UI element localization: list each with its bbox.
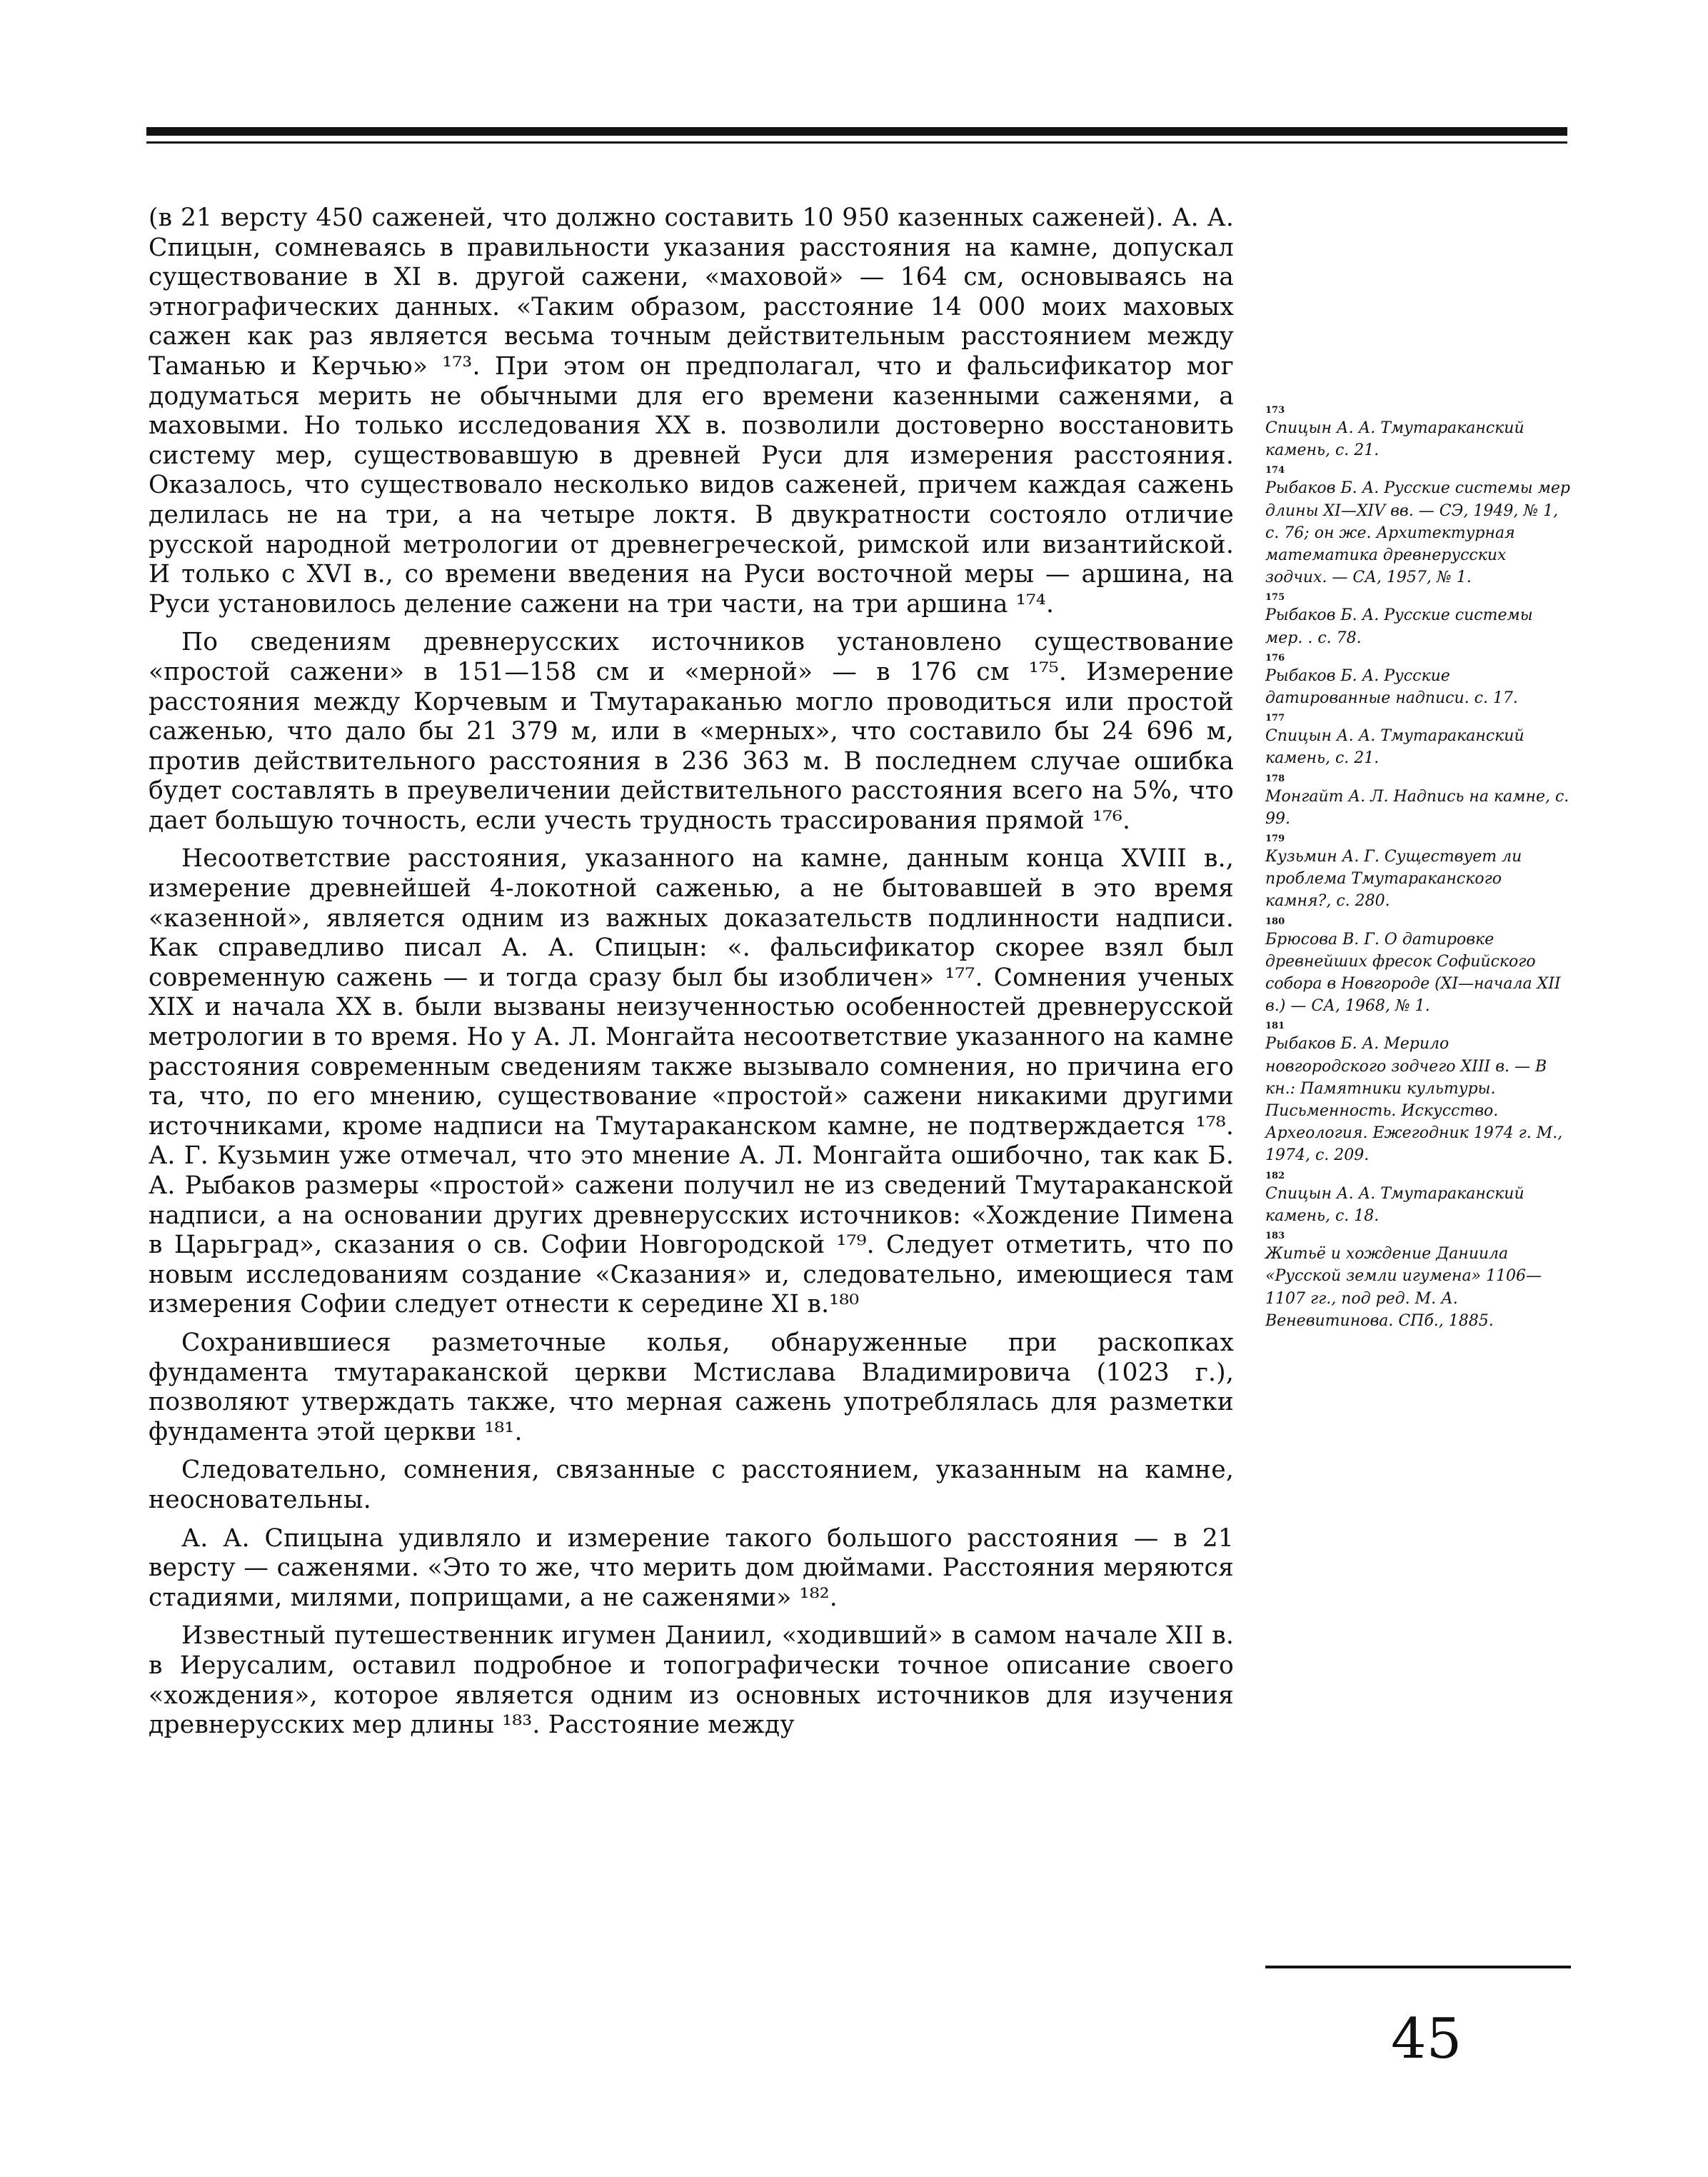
note-number: 179 [1265,834,1285,845]
note-181 [1265,1020,1572,1166]
top-rule-secondary [146,141,1567,144]
paragraph-1: (в 21 версту 450 саженей, что должно составить 10 950 казенных саженей). А. А. Спицын, сомневаясь в правильности указания расстояния на камне, допускал существование в XI в. другой сажени, «маховой» — 164 см, основываясь на этнографических данных. «Таким образом, расстояние 14 000 моих маховых сажен как раз является весьма точным действительным расстоянием между Таманью и Керчью» ¹⁷³. При этом он предполагал, что и фальсификатор мог додуматься мерить не обычными для его времени казенными саженями, а маховыми. Но только исследования XX в. позволили достоверно восстановить систему мер, существовавшую в древней Руси для измерения расстояния. Оказалось, что существовало несколько видов саженей, причем каждая сажень делилась не на три, а на четыре локтя. В двукратности состояло отличие русской народной метрологии от древнегреческой, римской или византийской. И только с XVI в., со времени введения на Руси восточной меры — аршина, на Руси установилось деление сажени на три части, на три аршина ¹⁷⁴. [149,204,1234,619]
note-text: Спицын А. А. Тмутараканский камень, с. 21. [1265,727,1524,768]
note-183 [1265,1230,1572,1332]
paragraph-7: Известный путешественник игумен Даниил, «ходивший» в самом начале XII в. в Иерусалим, оставил подробное и топографически точное описание своего «хождения», которое является одним из основных источников для изучения древнерусских мер длины ¹⁸³. Расстояние между [149,1621,1234,1740]
note-number: 181 [1265,1021,1285,1032]
note-180 [1265,916,1572,1018]
note-text: Рыбаков Б. А. Русские датированные надписи. с. 17. [1265,666,1518,708]
note-173 [1265,404,1572,461]
note-text: Брюсова В. Г. О датировке древнейших фресок Софийского собора в Новгороде (XI—начала XII в.) — СА, 1968, № 1. [1265,930,1561,1016]
paragraph-2: По сведениям древнерусских источников установлено существование «простой сажени» в 151—158 см и «мерной» — в 176 см ¹⁷⁵. Измерение расстояния между Корчевым и Тмутараканью могло проводиться или простой саженью, что дало бы 21 379 м, или в «мерных», что составило бы 24 696 м, против действительного расстояния в 236 363 м. В последнем случае ошибка будет составлять в преувеличении действительного расстояния всего на 5%, что дает большую точность, если учесть трудность трассирования прямой ¹⁷⁶. [149,628,1234,835]
note-text: Монгайт А. Л. Надпись на камне, с. 99. [1265,787,1569,828]
note-number: 174 [1265,465,1285,476]
note-175 [1265,591,1572,649]
note-179 [1265,833,1572,913]
note-177 [1265,712,1572,769]
paragraph-4: Сохранившиеся разметочные колья, обнаруженные при раскопках фундамента тмутараканской церкви Мстислава Владимировича (1023 г.), позволяют утверждать также, что мерная сажень употреблялась для разметки фундамента этой церкви ¹⁸¹. [149,1328,1234,1446]
note-text: Рыбаков Б. А. Мерило новгородского зодчего XIII в. — В кн.: Памятники культуры. Письменность. Искусство. Археология. Ежегодник 1974 г. М., 1974, с. 209. [1265,1035,1563,1165]
note-number: 175 [1265,592,1285,604]
note-176 [1265,652,1572,709]
paragraph-5: Следовательно, сомнения, связанные с расстоянием, указанным на камне, неосновательны. [149,1456,1234,1514]
note-text: Рыбаков Б. А. Русские системы мер длины XI—XIV вв. — СЭ, 1949, № 1, с. 76; он же. Архитектурная математика древнерусских зодчих. — СА, 1957, № 1. [1265,479,1570,587]
top-rule [146,127,1567,136]
paragraph-3: Несоответствие расстояния, указанного на камне, данным конца XVIII в., измерение древнейшей 4-локотной саженью, а не бытовавшей в это время «казенной», является одним из важных доказательств подлинности надписи. Как справедливо писал А. А. Спицын: «. фальсификатор скорее взял был современную сажень — и тогда сразу был бы изобличен» ¹⁷⁷. Сомнения ученых XIX и начала XX в. были вызваны неизученностью особенностей древнерусской метрологии в то время. Но у А. Л. Монгайта несоответствие указанного на камне расстояния современным сведениям также вызывало сомнения, но причина его та, что, по его мнению, существование «простой» сажени никакими другими источниками, кроме надписи на Тмутараканском камне, не подтверждается ¹⁷⁸. А. Г. Кузьмин уже отмечал, что это мнение А. Л. Монгайта ошибочно, так как Б. А. Рыбаков размеры «простой» сажени получил не из сведений Тмутараканской надписи, а на основании других древнерусских источников: «Хождение Пимена в Царьград», сказания о св. Софии Новгородской ¹⁷⁹. Следует отметить, что по новым исследованиям создание «Сказания» и, следовательно, имеющиеся там измерения Софии следует отнести к середине XI в.¹⁸⁰ [149,844,1234,1319]
note-174 [1265,464,1572,589]
note-text: Спицын А. А. Тмутараканский камень, с. 18. [1265,1184,1524,1225]
note-text: Рыбаков Б. А. Русские системы мер. . с. 78. [1265,606,1533,647]
note-number: 178 [1265,773,1285,784]
note-text: Житьё и хождение Даниила «Русской земли игумена» 1106—1107 гг., под ред. М. А. Веневитинова. СПб., 1885. [1265,1245,1542,1330]
margin-notes [1265,404,1572,1335]
note-number: 173 [1265,405,1285,416]
note-178 [1265,773,1572,830]
page-number: 45 [1391,2007,1462,2071]
note-number: 177 [1265,713,1285,724]
margin-notes-rule [1265,1966,1571,1968]
main-text-column [149,204,1234,1749]
note-text: Кузьмин А. Г. Существует ли проблема Тмутараканского камня?, с. 280. [1265,848,1522,911]
note-number: 182 [1265,1170,1285,1181]
note-182 [1265,1170,1572,1227]
note-number: 180 [1265,916,1285,927]
paragraph-6: А. А. Спицына удивляло и измерение такого большого расстояния — в 21 версту — саженями. «Это то же, что мерить дом дюймами. Расстояния меряются стадиями, милями, поприщами, а не саженями» ¹⁸². [149,1523,1234,1612]
note-text: Спицын А. А. Тмутараканский камень, с. 21. [1265,419,1524,460]
note-number: 176 [1265,652,1285,664]
note-number: 183 [1265,1231,1285,1242]
